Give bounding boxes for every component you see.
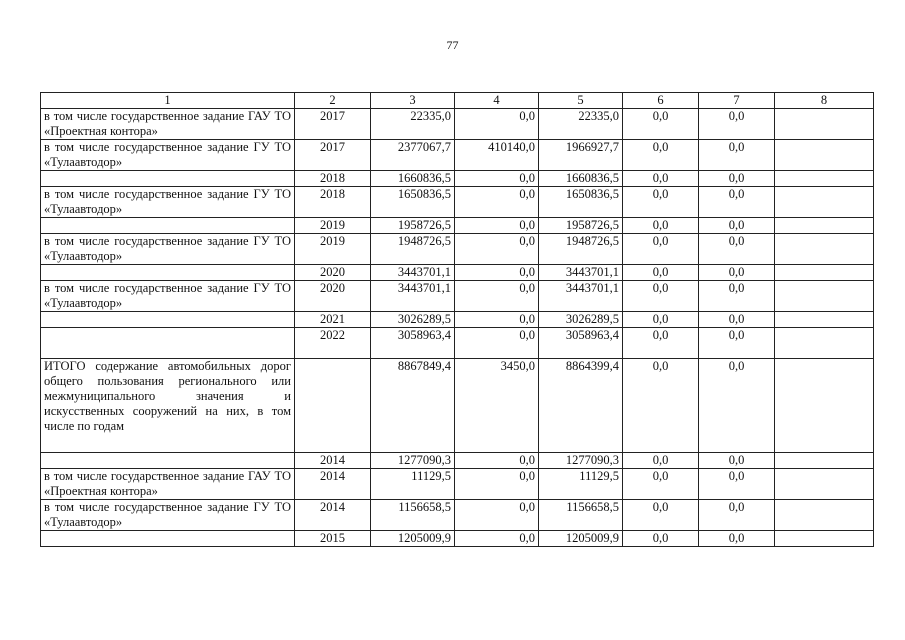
row-value-col8: [775, 171, 874, 187]
table-row: [41, 469, 874, 500]
row-value-col3: 3443701,1: [371, 281, 455, 312]
row-year: 2021: [295, 312, 371, 328]
row-value-col3: 1277090,3: [371, 453, 455, 469]
row-value-col8: [775, 187, 874, 218]
row-value-col3: 3443701,1: [371, 265, 455, 281]
row-value-col7: 0,0: [699, 312, 775, 328]
row-value-col8: [775, 469, 874, 500]
row-description: в том числе государственное задание ГУ ТО «Тулаавтодор»: [41, 140, 295, 171]
row-description: в том числе государственное задание ГАУ ТО «Проектная контора»: [41, 109, 295, 140]
row-value-col3: 1948726,5: [371, 234, 455, 265]
row-value-col4: 0,0: [455, 328, 539, 359]
row-value-col5: 3026289,5: [539, 312, 623, 328]
row-value-col8: [775, 500, 874, 531]
table-row: [41, 218, 874, 234]
row-value-col4: 0,0: [455, 171, 539, 187]
row-value-col6: 0,0: [623, 453, 699, 469]
row-value-col7: 0,0: [699, 109, 775, 140]
row-year: 2019: [295, 218, 371, 234]
row-year: 2014: [295, 469, 371, 500]
table-row: [41, 140, 874, 171]
row-year: 2017: [295, 140, 371, 171]
row-year: 2017: [295, 109, 371, 140]
row-value-col3: 1660836,5: [371, 171, 455, 187]
row-value-col5: 1948726,5: [539, 234, 623, 265]
row-value-col7: 0,0: [699, 265, 775, 281]
table-row: [41, 234, 874, 265]
row-description: в том числе государственное задание ГУ ТО «Тулаавтодор»: [41, 187, 295, 218]
row-value-col5: 1660836,5: [539, 171, 623, 187]
table-row: [41, 109, 874, 140]
row-value-col5: 3058963,4: [539, 328, 623, 359]
row-value-col3: 8867849,4: [371, 359, 455, 453]
row-value-col5: 22335,0: [539, 109, 623, 140]
row-value-col7: 0,0: [699, 469, 775, 500]
row-year: 2019: [295, 234, 371, 265]
row-value-col3: 1205009,9: [371, 531, 455, 547]
row-value-col8: [775, 312, 874, 328]
row-value-col7: 0,0: [699, 234, 775, 265]
row-value-col5: 1958726,5: [539, 218, 623, 234]
row-year: 2014: [295, 453, 371, 469]
row-year: 2022: [295, 328, 371, 359]
row-value-col6: 0,0: [623, 281, 699, 312]
row-value-col4: 410140,0: [455, 140, 539, 171]
table-row: [41, 328, 874, 359]
table-row: [41, 500, 874, 531]
row-description: [41, 265, 295, 281]
row-value-col4: 0,0: [455, 312, 539, 328]
row-description: в том числе государственное задание ГАУ ТО «Проектная контора»: [41, 469, 295, 500]
row-value-col3: 1958726,5: [371, 218, 455, 234]
header-cell: 5: [539, 93, 623, 109]
row-value-col4: 0,0: [455, 469, 539, 500]
budget-table: [40, 92, 874, 547]
header-cell: 3: [371, 93, 455, 109]
row-value-col6: 0,0: [623, 328, 699, 359]
row-description: в том числе государственное задание ГУ ТО «Тулаавтодор»: [41, 500, 295, 531]
header-cell: 1: [41, 93, 295, 109]
row-value-col8: [775, 359, 874, 453]
page-number: 77: [446, 38, 459, 52]
row-description: в том числе государственное задание ГУ ТО «Тулаавтодор»: [41, 234, 295, 265]
row-value-col4: 0,0: [455, 187, 539, 218]
row-value-col7: 0,0: [699, 171, 775, 187]
row-year: 2020: [295, 265, 371, 281]
row-value-col8: [775, 234, 874, 265]
row-value-col4: 0,0: [455, 281, 539, 312]
row-year: 2015: [295, 531, 371, 547]
row-year: [295, 359, 371, 453]
row-value-col8: [775, 140, 874, 171]
row-value-col6: 0,0: [623, 218, 699, 234]
table-row: [41, 187, 874, 218]
row-value-col6: 0,0: [623, 312, 699, 328]
row-value-col6: 0,0: [623, 171, 699, 187]
row-description: [41, 171, 295, 187]
row-value-col6: 0,0: [623, 531, 699, 547]
row-value-col4: 0,0: [455, 531, 539, 547]
row-year: 2014: [295, 500, 371, 531]
row-value-col6: 0,0: [623, 187, 699, 218]
row-value-col7: 0,0: [699, 281, 775, 312]
row-value-col4: 3450,0: [455, 359, 539, 453]
row-value-col6: 0,0: [623, 140, 699, 171]
row-value-col5: 1156658,5: [539, 500, 623, 531]
table-row: [41, 312, 874, 328]
row-value-col5: 8864399,4: [539, 359, 623, 453]
row-value-col7: 0,0: [699, 328, 775, 359]
row-description: [41, 312, 295, 328]
header-cell: 4: [455, 93, 539, 109]
table-row: [41, 453, 874, 469]
row-value-col5: 11129,5: [539, 469, 623, 500]
table-row: [41, 265, 874, 281]
row-value-col8: [775, 109, 874, 140]
row-value-col6: 0,0: [623, 469, 699, 500]
row-value-col7: 0,0: [699, 531, 775, 547]
row-year: 2018: [295, 171, 371, 187]
row-value-col5: 3443701,1: [539, 265, 623, 281]
row-description: [41, 453, 295, 469]
header-cell: 8: [775, 93, 874, 109]
row-description: [41, 531, 295, 547]
row-value-col4: 0,0: [455, 234, 539, 265]
row-value-col3: 1650836,5: [371, 187, 455, 218]
header-cell: 7: [699, 93, 775, 109]
row-value-col3: 2377067,7: [371, 140, 455, 171]
row-value-col3: 22335,0: [371, 109, 455, 140]
row-year: 2018: [295, 187, 371, 218]
row-value-col7: 0,0: [699, 218, 775, 234]
row-value-col6: 0,0: [623, 500, 699, 531]
row-value-col7: 0,0: [699, 500, 775, 531]
header-cell: 2: [295, 93, 371, 109]
row-value-col3: 3026289,5: [371, 312, 455, 328]
header-row: [41, 93, 874, 109]
row-value-col3: 3058963,4: [371, 328, 455, 359]
table-row: [41, 359, 874, 453]
row-value-col5: 1650836,5: [539, 187, 623, 218]
row-value-col5: 3443701,1: [539, 281, 623, 312]
row-value-col8: [775, 531, 874, 547]
row-value-col7: 0,0: [699, 359, 775, 453]
row-value-col8: [775, 453, 874, 469]
row-value-col4: 0,0: [455, 218, 539, 234]
row-value-col5: 1205009,9: [539, 531, 623, 547]
row-value-col8: [775, 328, 874, 359]
row-value-col6: 0,0: [623, 109, 699, 140]
row-value-col6: 0,0: [623, 359, 699, 453]
row-year: 2020: [295, 281, 371, 312]
row-value-col6: 0,0: [623, 234, 699, 265]
row-value-col4: 0,0: [455, 500, 539, 531]
row-value-col8: [775, 265, 874, 281]
row-value-col4: 0,0: [455, 453, 539, 469]
row-value-col3: 1156658,5: [371, 500, 455, 531]
row-value-col5: 1277090,3: [539, 453, 623, 469]
row-value-col7: 0,0: [699, 187, 775, 218]
table-row: [41, 171, 874, 187]
row-description: [41, 218, 295, 234]
row-value-col5: 1966927,7: [539, 140, 623, 171]
row-value-col6: 0,0: [623, 265, 699, 281]
row-value-col7: 0,0: [699, 453, 775, 469]
row-value-col8: [775, 218, 874, 234]
row-value-col3: 11129,5: [371, 469, 455, 500]
table-row: [41, 531, 874, 547]
row-value-col4: 0,0: [455, 109, 539, 140]
row-value-col4: 0,0: [455, 265, 539, 281]
row-value-col8: [775, 281, 874, 312]
header-cell: 6: [623, 93, 699, 109]
row-description: ИТОГО содержание автомобильных дорог общего пользования регионального или межмуниципального значения и искусственных сооружений на них, в том числе по годам: [41, 359, 295, 453]
row-description: [41, 328, 295, 359]
table-row: [41, 281, 874, 312]
row-description: в том числе государственное задание ГУ ТО «Тулаавтодор»: [41, 281, 295, 312]
row-value-col7: 0,0: [699, 140, 775, 171]
